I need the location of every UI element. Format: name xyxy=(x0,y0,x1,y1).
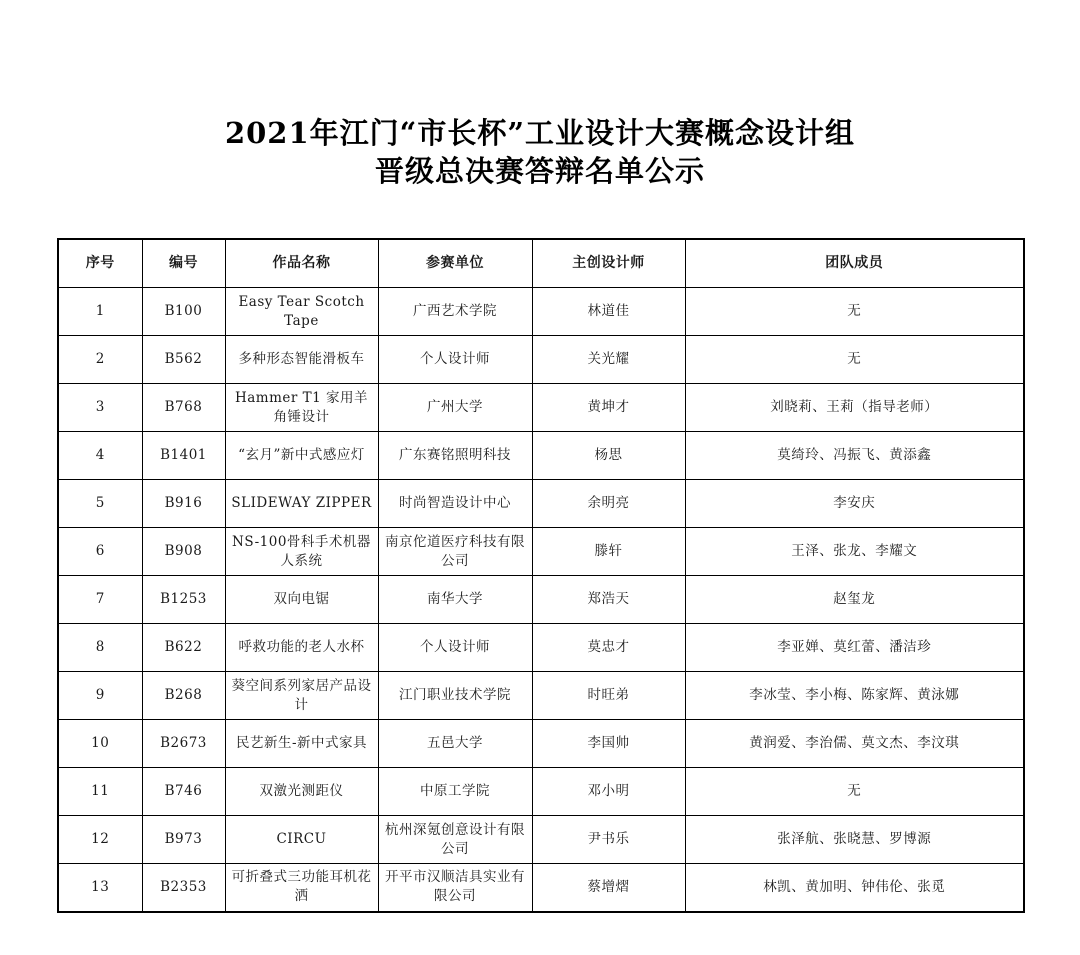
table-row xyxy=(58,432,1024,480)
cell-team: 李亚婵、莫红蕾、潘洁珍 xyxy=(685,624,1024,672)
cell-code: B1401 xyxy=(142,432,225,480)
cell-work: 呼救功能的老人水杯 xyxy=(225,624,378,672)
cell-code: B1253 xyxy=(142,576,225,624)
table-row xyxy=(58,384,1024,432)
table-row xyxy=(58,864,1024,912)
cell-code: B2353 xyxy=(142,864,225,912)
cell-unit: 时尚智造设计中心 xyxy=(378,480,532,528)
cell-team: 黄润爱、李治儒、莫文杰、李汶琪 xyxy=(685,720,1024,768)
table-row xyxy=(58,576,1024,624)
cell-unit: 开平市汉顺洁具实业有限公司 xyxy=(378,864,532,912)
page-subtitle: 晋级总决赛答辩名单公示 xyxy=(374,154,705,188)
cell-work: Hammer T1 家用羊角锤设计 xyxy=(225,384,378,432)
cell-team: 张泽航、张晓慧、罗博源 xyxy=(685,816,1024,864)
cell-no: 13 xyxy=(58,864,142,912)
cell-unit: 南京佗道医疗科技有限公司 xyxy=(378,528,532,576)
header-work: 作品名称 xyxy=(225,239,378,288)
cell-designer: 黄坤才 xyxy=(532,384,685,432)
cell-designer: 时旺弟 xyxy=(532,672,685,720)
cell-work: 葵空间系列家居产品设计 xyxy=(225,672,378,720)
cell-code: B622 xyxy=(142,624,225,672)
table-row xyxy=(58,816,1024,864)
cell-no: 7 xyxy=(58,576,142,624)
cell-designer: 李国帅 xyxy=(532,720,685,768)
cell-code: B268 xyxy=(142,672,225,720)
cell-no: 4 xyxy=(58,432,142,480)
cell-designer: 余明亮 xyxy=(532,480,685,528)
cell-unit: 中原工学院 xyxy=(378,768,532,816)
cell-designer: 林道佳 xyxy=(532,288,685,336)
cell-no: 3 xyxy=(58,384,142,432)
finalist-table xyxy=(57,238,1025,913)
page-title: 2021年江门“市长杯”工业设计大赛概念设计组 xyxy=(224,116,856,150)
table-row xyxy=(58,336,1024,384)
cell-unit: 五邑大学 xyxy=(378,720,532,768)
table-row xyxy=(58,720,1024,768)
cell-unit: 个人设计师 xyxy=(378,336,532,384)
cell-code: B768 xyxy=(142,384,225,432)
cell-designer: 杨思 xyxy=(532,432,685,480)
table-row xyxy=(58,288,1024,336)
header-code: 编号 xyxy=(142,239,225,288)
cell-unit: 江门职业技术学院 xyxy=(378,672,532,720)
cell-no: 12 xyxy=(58,816,142,864)
cell-no: 8 xyxy=(58,624,142,672)
cell-code: B100 xyxy=(142,288,225,336)
cell-designer: 蔡增熠 xyxy=(532,864,685,912)
cell-team: 李安庆 xyxy=(685,480,1024,528)
cell-code: B562 xyxy=(142,336,225,384)
header-team: 团队成员 xyxy=(685,239,1024,288)
cell-no: 11 xyxy=(58,768,142,816)
cell-designer: 滕轩 xyxy=(532,528,685,576)
header-unit: 参赛单位 xyxy=(378,239,532,288)
cell-designer: 莫忠才 xyxy=(532,624,685,672)
cell-no: 9 xyxy=(58,672,142,720)
table-header-row xyxy=(58,239,1024,288)
cell-unit: 广东赛铭照明科技 xyxy=(378,432,532,480)
cell-code: B973 xyxy=(142,816,225,864)
cell-work: SLIDEWAY ZIPPER xyxy=(225,480,378,528)
cell-unit: 个人设计师 xyxy=(378,624,532,672)
cell-team: 王泽、张龙、李耀文 xyxy=(685,528,1024,576)
cell-team: 无 xyxy=(685,336,1024,384)
cell-no: 1 xyxy=(58,288,142,336)
cell-unit: 杭州深氪创意设计有限公司 xyxy=(378,816,532,864)
cell-no: 6 xyxy=(58,528,142,576)
cell-work: Easy Tear Scotch Tape xyxy=(225,288,378,336)
cell-code: B916 xyxy=(142,480,225,528)
cell-work: NS-100骨科手术机器人系统 xyxy=(225,528,378,576)
header-no: 序号 xyxy=(58,239,142,288)
cell-team: 赵玺龙 xyxy=(685,576,1024,624)
table-row xyxy=(58,768,1024,816)
cell-team: 无 xyxy=(685,288,1024,336)
table-row xyxy=(58,480,1024,528)
table-row xyxy=(58,672,1024,720)
cell-work: 多种形态智能滑板车 xyxy=(225,336,378,384)
cell-no: 2 xyxy=(58,336,142,384)
cell-code: B908 xyxy=(142,528,225,576)
cell-work: 双向电锯 xyxy=(225,576,378,624)
cell-unit: 南华大学 xyxy=(378,576,532,624)
cell-work: 双激光测距仪 xyxy=(225,768,378,816)
cell-no: 5 xyxy=(58,480,142,528)
cell-team: 无 xyxy=(685,768,1024,816)
cell-work: 可折叠式三功能耳机花洒 xyxy=(225,864,378,912)
table-row xyxy=(58,528,1024,576)
cell-team: 莫绮玲、冯振飞、黄添鑫 xyxy=(685,432,1024,480)
table-row xyxy=(58,624,1024,672)
cell-work: “玄月”新中式感应灯 xyxy=(225,432,378,480)
cell-unit: 广西艺术学院 xyxy=(378,288,532,336)
cell-designer: 郑浩天 xyxy=(532,576,685,624)
cell-work: 民艺新生-新中式家具 xyxy=(225,720,378,768)
cell-work: CIRCU xyxy=(225,816,378,864)
cell-code: B2673 xyxy=(142,720,225,768)
header-designer: 主创设计师 xyxy=(532,239,685,288)
cell-designer: 邓小明 xyxy=(532,768,685,816)
cell-team: 刘晓莉、王莉（指导老师） xyxy=(685,384,1024,432)
cell-team: 李冰莹、李小梅、陈家辉、黄泳娜 xyxy=(685,672,1024,720)
cell-designer: 关光耀 xyxy=(532,336,685,384)
cell-no: 10 xyxy=(58,720,142,768)
cell-unit: 广州大学 xyxy=(378,384,532,432)
cell-designer: 尹书乐 xyxy=(532,816,685,864)
cell-code: B746 xyxy=(142,768,225,816)
cell-team: 林凯、黄加明、钟伟伦、张觅 xyxy=(685,864,1024,912)
